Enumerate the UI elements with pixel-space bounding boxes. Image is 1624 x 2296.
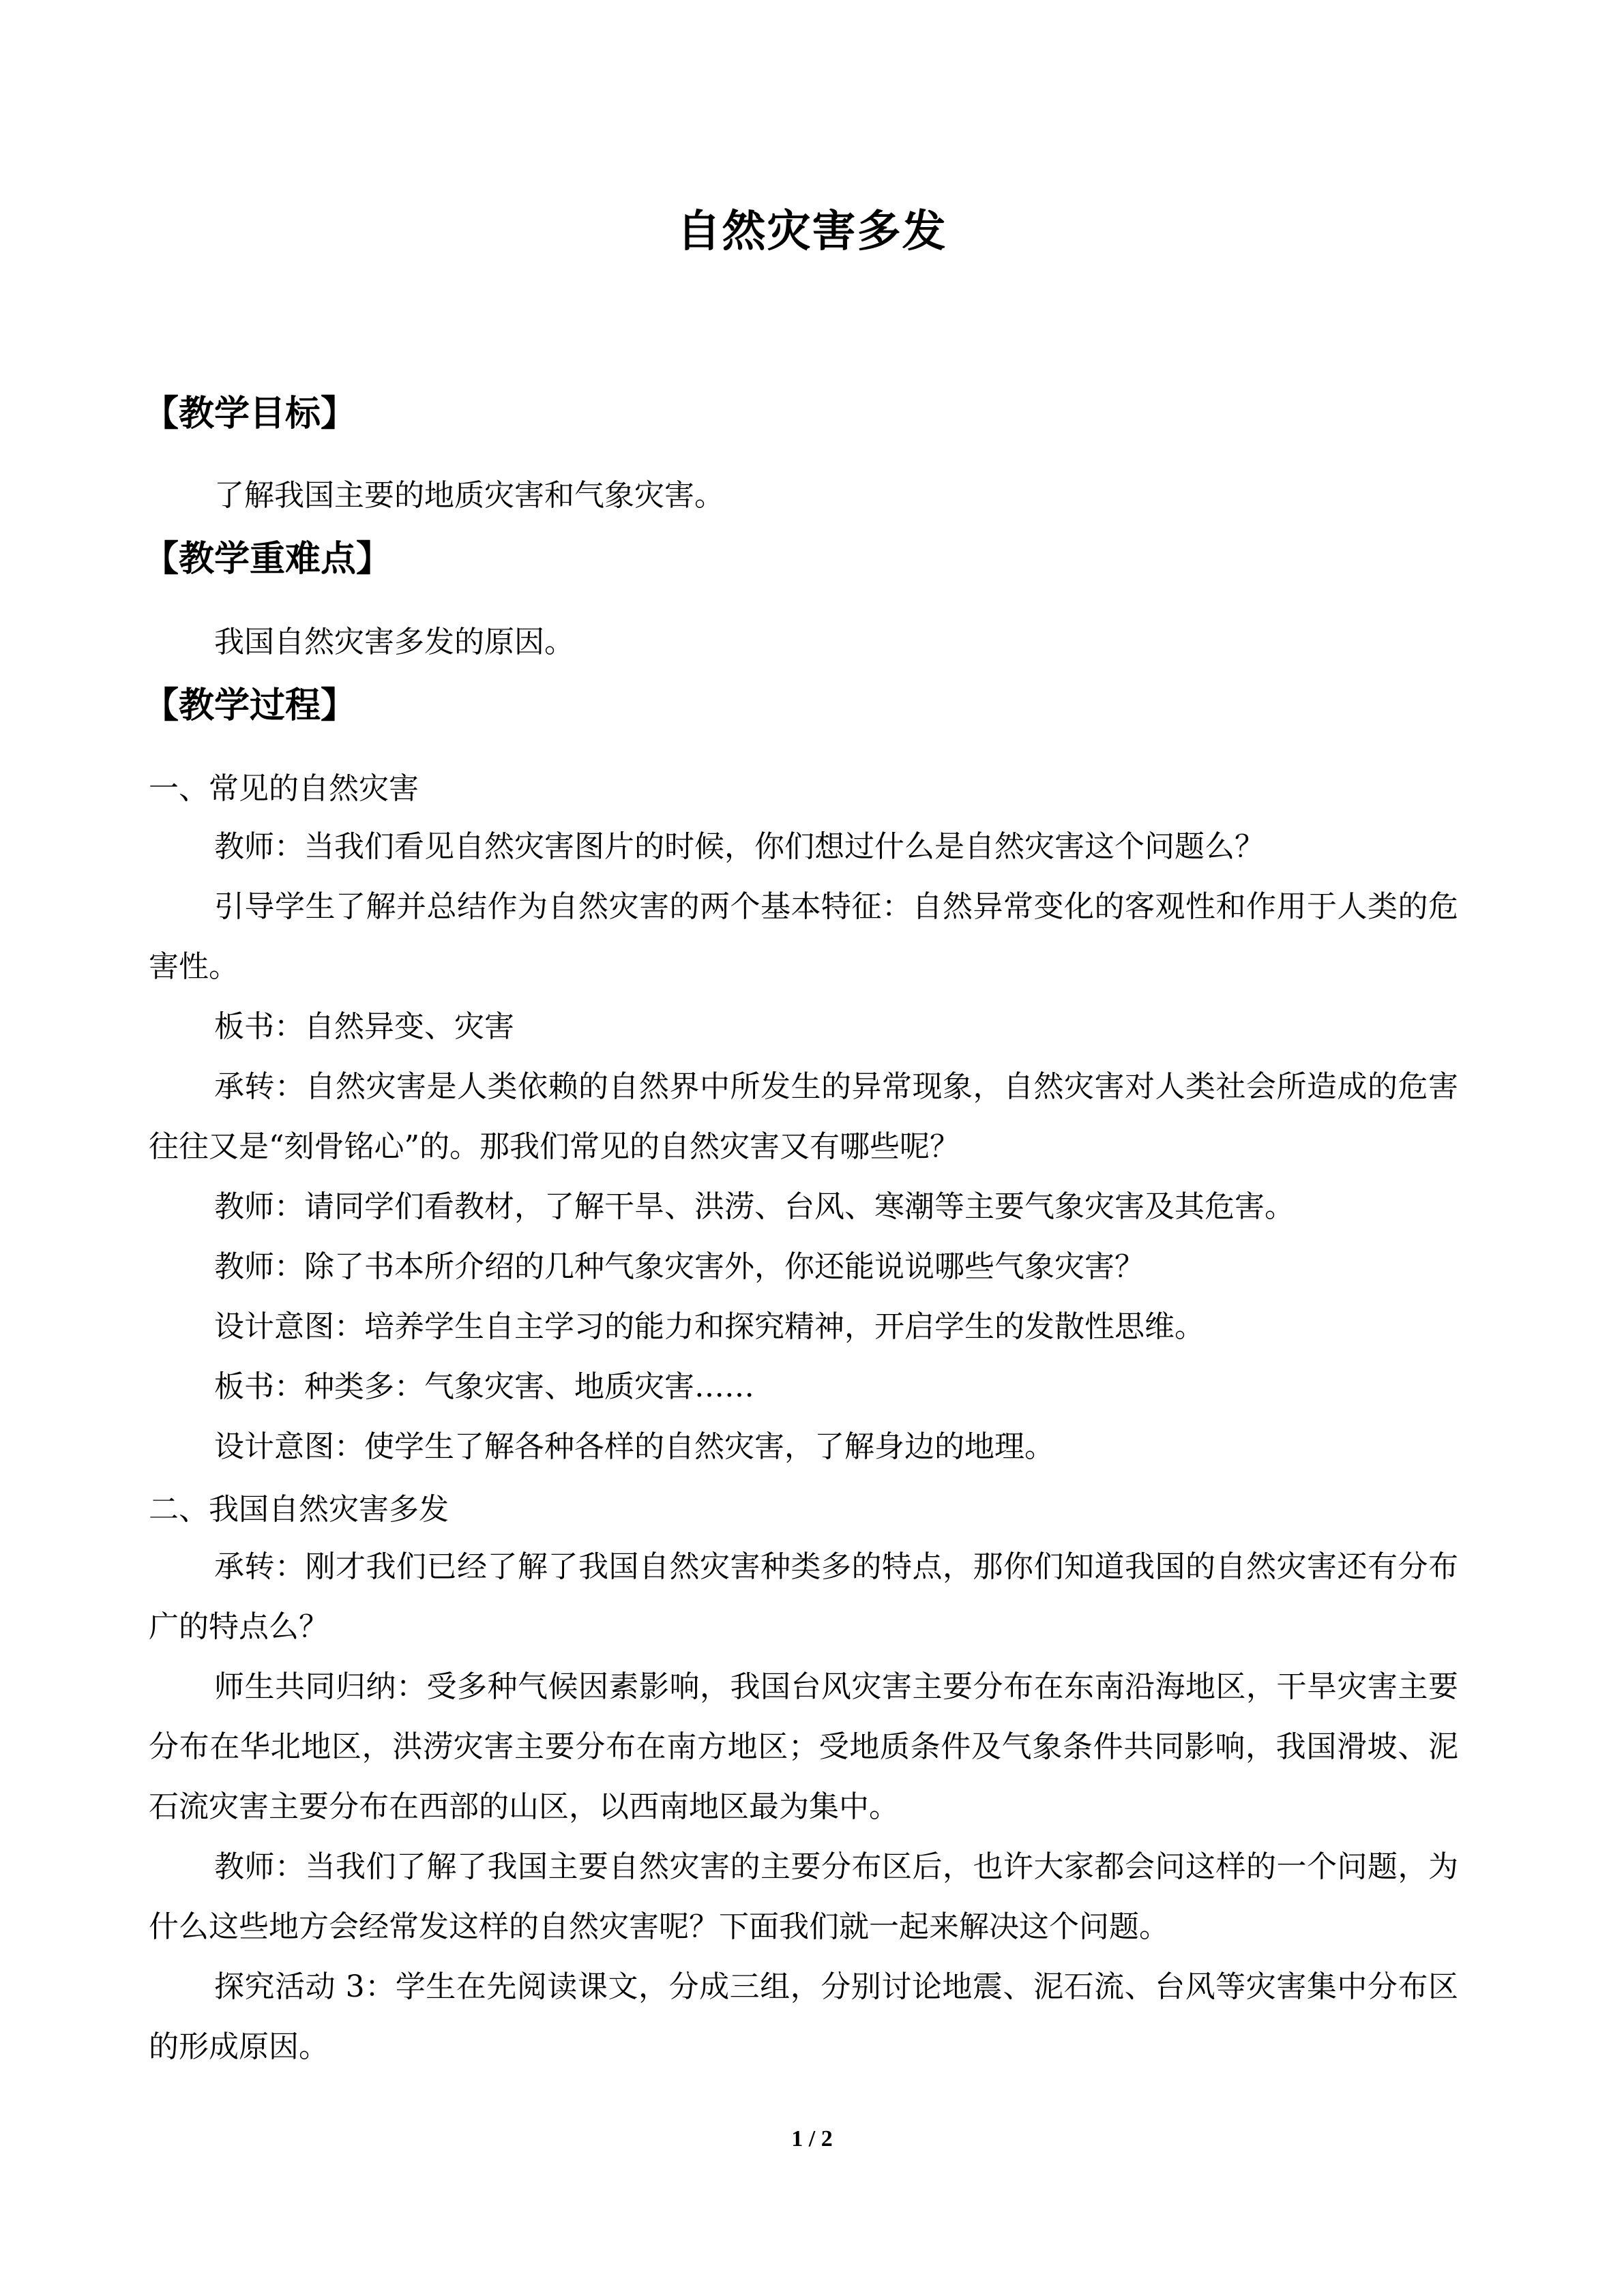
paragraph: 引导学生了解并总结作为自然灾害的两个基本特征：自然异常变化的客观性和作用于人类的危害性。: [149, 889, 1458, 984]
key-points-text: 我国自然灾害多发的原因。: [214, 625, 574, 659]
paragraph: 教师：除了书本所介绍的几种气象灾害外，你还能说说哪些气象灾害？: [214, 1249, 1145, 1284]
page-number: 1 / 2: [791, 2126, 833, 2151]
paragraph: 教师：请同学们看教材，了解干旱、洪涝、台风、寒潮等主要气象灾害及其危害。: [214, 1189, 1295, 1224]
section-title-frequent-disasters: 二、我国自然灾害多发: [149, 1492, 449, 1527]
heading-process: 【教学过程】: [143, 685, 357, 726]
paragraph: 教师：当我们了解了我国主要自然灾害的主要分布区后，也许大家都会问这样的一个问题，为什么这些地方会经常发这样的自然灾害呢？下面我们就一起来解决这个问题。: [149, 1849, 1458, 1944]
page-title: 自然灾害多发: [677, 207, 947, 257]
paragraph: 师生共同归纳：受多种气候因素影响，我国台风灾害主要分布在东南沿海地区，干旱灾害主要分布在华北地区，洪涝灾害主要分布在南方地区；受地质条件及气象条件共同影响，我国滑坡、泥石流灾害主要分布在西部的山区，以西南地区最为集中。: [149, 1669, 1458, 1824]
heading-objectives: 【教学目标】: [143, 393, 357, 434]
paragraph: 板书：自然异变、灾害: [214, 1009, 514, 1044]
section-title-common-disasters: 一、常见的自然灾害: [149, 771, 419, 806]
paragraph: 探究活动 3：学生在先阅读课文，分成三组，分别讨论地震、泥石流、台风等灾害集中分布区的形成原因。: [149, 1969, 1458, 2064]
paragraph: 板书：种类多：气象灾害、地质灾害……: [214, 1369, 754, 1404]
paragraph: 承转：刚才我们已经了解了我国自然灾害种类多的特点，那你们知道我国的自然灾害还有分布广的特点么？: [149, 1549, 1458, 1644]
paragraph: 教师：当我们看见自然灾害图片的时候，你们想过什么是自然灾害这个问题么？: [214, 829, 1265, 864]
paragraph: 设计意图：培养学生自主学习的能力和探究精神，开启学生的发散性思维。: [214, 1309, 1205, 1344]
paragraph: 承转：自然灾害是人类依赖的自然界中所发生的异常现象，自然灾害对人类社会所造成的危害往往又是“刻骨铭心”的。那我们常见的自然灾害又有哪些呢？: [149, 1069, 1458, 1164]
objectives-text: 了解我国主要的地质灾害和气象灾害。: [214, 478, 724, 513]
heading-key-points: 【教学重难点】: [143, 539, 392, 580]
paragraph: 设计意图：使学生了解各种各样的自然灾害，了解身边的地理。: [214, 1429, 1054, 1464]
